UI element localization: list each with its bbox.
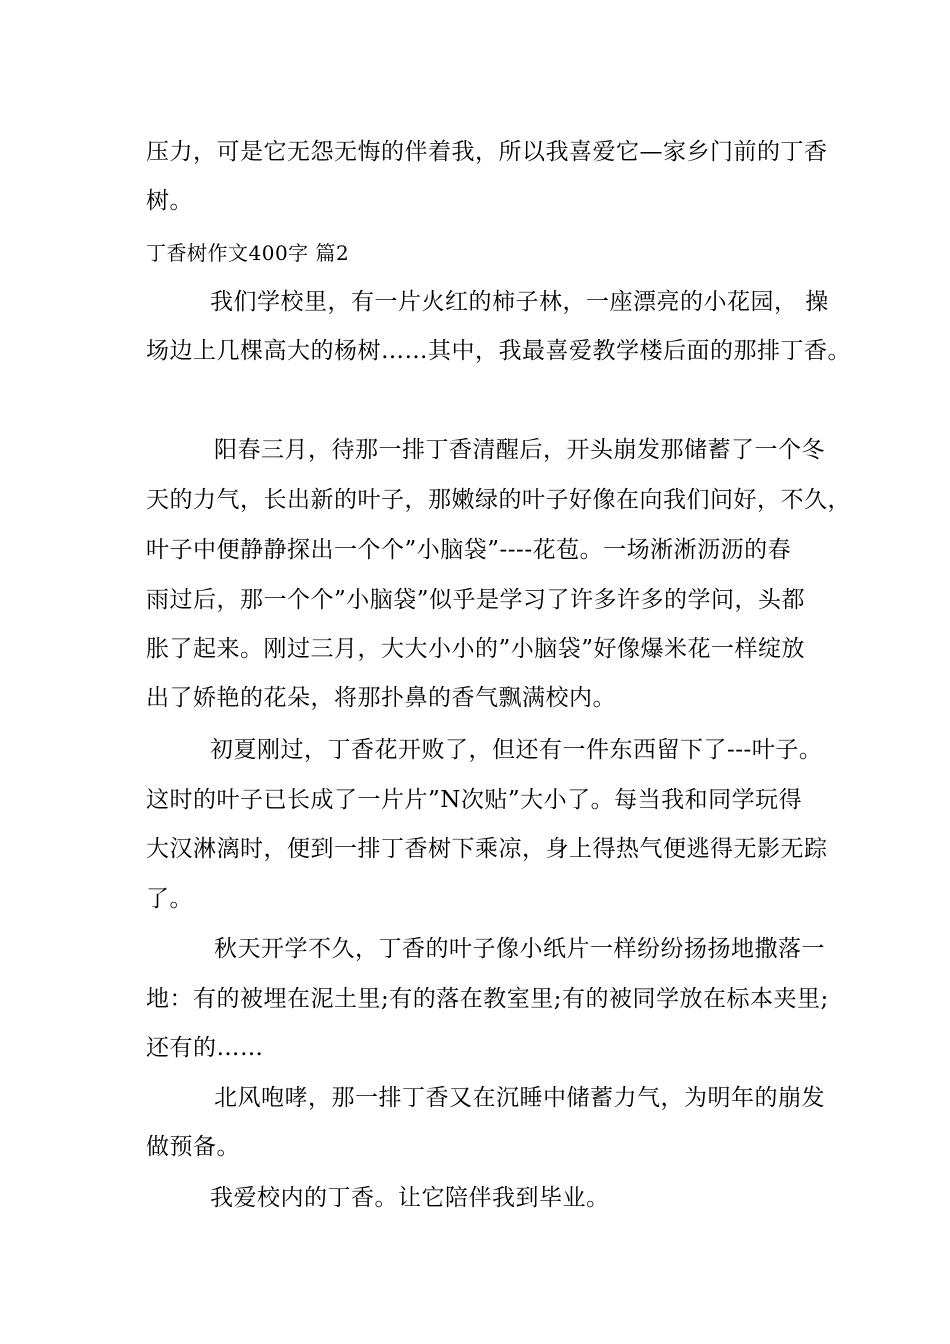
text-line: 我爱校内的丁香。让它陪伴我到毕业。 <box>210 1185 610 1211</box>
text-line: 压力，可是它无怨无悔的伴着我，所以我喜爱它—家乡门前的丁香 <box>146 139 828 165</box>
text-line: 我们学校里，有一片火红的柿子林，一座漂亮的小花园， 操 <box>210 289 829 315</box>
text-line: 地：有的被埋在泥土里;有的落在教室里;有的被同学放在标本夹里; <box>146 986 829 1012</box>
text-line: 场边上几棵高大的杨树……其中，我最喜爱教学楼后面的那排丁香。 <box>146 338 851 364</box>
text-line: 大汉淋漓时，便到一排丁香树下乘凉，身上得热气便逃得无影无踪 <box>146 836 828 862</box>
text-line: 阳春三月，待那一排丁香清醒后，开头崩发那储蓄了一个冬 <box>214 437 825 463</box>
text-line: 出了娇艳的花朵，将那扑鼻的香气飘满校内。 <box>146 685 616 711</box>
text-line: 天的力气，长出新的叶子，那嫩绿的叶子好像在向我们问好，不久， <box>146 487 851 513</box>
text-line: 雨过后，那一个个”小脑袋”似乎是学习了许多许多的学问，头都 <box>146 587 806 613</box>
text-line: 胀了起来。刚过三月，大大小小的”小脑袋”好像爆米花一样绽放 <box>146 636 806 662</box>
text-line: 还有的…… <box>146 1035 264 1061</box>
text-line: 叶子中便静静探出一个个”小脑袋”----花苞。一场淅淅沥沥的春 <box>146 537 792 563</box>
text-line: 北风咆哮，那一排丁香又在沉睡中储蓄力气，为明年的崩发 <box>214 1085 825 1111</box>
text-line: 秋天开学不久，丁香的叶子像小纸片一样纷纷扬扬地撒落一 <box>214 936 825 962</box>
text-line: 树。 <box>146 188 193 214</box>
text-line: 初夏刚过，丁香花开败了，但还有一件东西留下了---叶子。 <box>210 737 823 763</box>
text-line: 这时的叶子已长成了一片片”N次贴”大小了。每当我和同学玩得 <box>146 787 803 813</box>
text-line: 了。 <box>146 886 193 912</box>
section-heading: 丁香树作文400字 篇2 <box>146 241 350 265</box>
text-line: 做预备。 <box>146 1134 240 1160</box>
